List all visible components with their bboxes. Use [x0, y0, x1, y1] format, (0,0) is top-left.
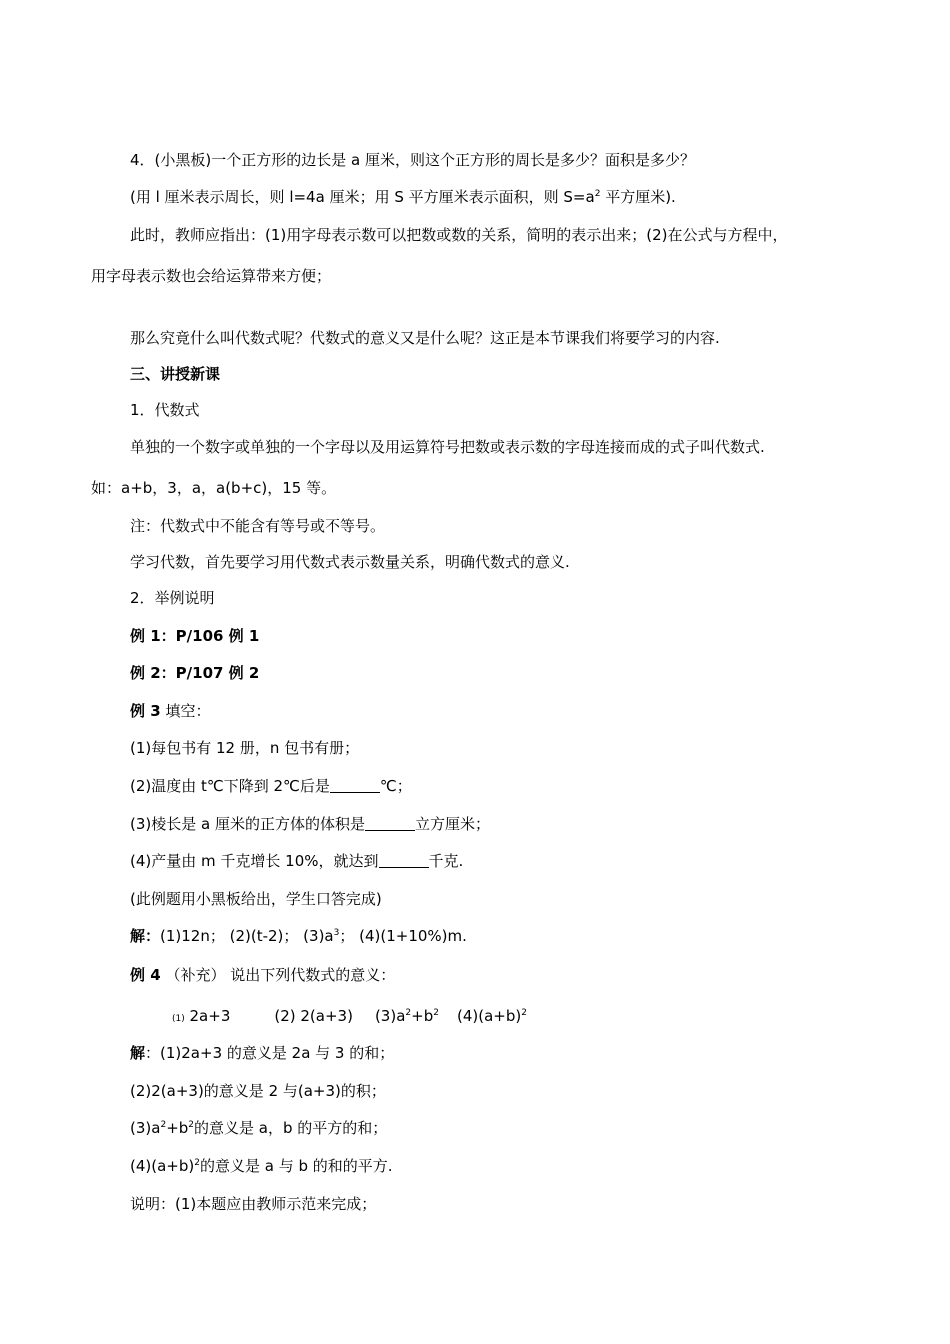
answer-text: (用 l 厘米表示周长，则 l=4a 厘米；用 S 平方厘米表示面积，则 S=a: [130, 188, 595, 206]
expr-4: (4)(a+b): [456, 1007, 522, 1025]
example-1: 例 1：P/106 例 1: [130, 627, 260, 645]
section-heading: 三、讲授新课: [130, 365, 221, 383]
expr-2: (2) 2(a+3): [274, 1007, 353, 1025]
solution-text: 的意义是 a 与 b 的和的平方.: [199, 1157, 393, 1175]
example-4-expressions: [172, 1006, 527, 1029]
example-4-solution-1: [130, 1043, 394, 1063]
fill-text: (4)产量由 m 千克增长 10%，就达到: [130, 852, 379, 870]
question-4: [130, 150, 695, 170]
fill-item-4: [130, 851, 463, 871]
intro-question: 那么究竟什么叫代数式呢？代数式的意义又是什么呢？这正是本节课我们将要学习的内容.: [130, 329, 720, 347]
question-text: (小黑板)一个正方形的边长是 a 厘米，则这个正方形的周长是多少？面积是多少？: [154, 151, 695, 169]
superscript: 2: [405, 1008, 412, 1018]
subsection-heading-2: 2．举例说明: [130, 589, 215, 607]
solution-text-end: ； (4)(1+10%)m.: [339, 927, 467, 945]
example-prompt: （补充） 说出下列代数式的意义：: [160, 966, 396, 984]
superscript: 2: [188, 1120, 195, 1130]
blank-line: [379, 853, 429, 868]
solution-text: +b: [166, 1119, 189, 1137]
fill-item-2: [130, 776, 412, 796]
solution-text: (4)(a+b): [130, 1157, 195, 1175]
example-2: 例 2：P/107 例 2: [130, 664, 260, 682]
examples-line: 如：a+b，3，a，a(b+c)，15 等。: [91, 479, 337, 497]
solution-label: 解：: [130, 927, 161, 945]
question-4-answer: [130, 187, 676, 207]
example-4: [130, 965, 395, 985]
superscript: 2: [160, 1120, 167, 1130]
teacher-point-line-2: 用字母表示数也会给运算带来方便；: [91, 267, 332, 285]
fill-item-3: [130, 814, 490, 834]
example-3: [130, 701, 210, 721]
explanation-line: 说明：(1)本题应由教师示范来完成；: [130, 1195, 377, 1213]
superscript: 2: [594, 189, 601, 199]
question-number: 4．: [130, 151, 155, 169]
fill-item-1: (1)每包书有 12 册，n 包书有册；: [130, 739, 360, 757]
example-4-solution-4: [130, 1156, 393, 1176]
fill-unit: 立方厘米；: [414, 815, 490, 833]
definition-text: 单独的一个数字或单独的一个字母以及用运算符号把数或表示数的字母连接而成的式子叫代数式.: [130, 438, 765, 456]
answer-text-end: 平方厘米).: [600, 188, 676, 206]
subsection-heading-1: 1．代数式: [130, 401, 200, 419]
superscript: 2: [194, 1158, 200, 1168]
expr-3: (3)a: [374, 1007, 406, 1025]
superscript: 3: [333, 928, 340, 938]
example-label: 例 4: [130, 966, 161, 984]
fill-unit: ℃；: [379, 777, 412, 795]
solution-label: 解: [130, 1044, 146, 1062]
teacher-point-line-1: 此时，教师应指出：(1)用字母表示数可以把数或数的关系，简明的表示出来；(2)在公式与方程中，: [130, 226, 788, 244]
example-4-solution-2: (2)2(a+3)的意义是 2 与(a+3)的积；: [130, 1082, 386, 1100]
solution-text: (1)12n； (2)(t-2)； (3)a: [160, 927, 334, 945]
example-3-solution: [130, 926, 467, 946]
superscript: 2: [521, 1008, 527, 1018]
fill-text: (3)棱长是 a 厘米的正方体的体积是: [130, 815, 365, 833]
fill-text: (2)温度由 t℃下降到 2℃后是: [130, 777, 330, 795]
superscript: 2: [433, 1008, 439, 1018]
blank-line: [330, 778, 380, 793]
expr-3-rest: +b: [411, 1007, 434, 1025]
example-4-solution-3: [130, 1118, 387, 1138]
example-3-note: (此例题用小黑板给出，学生口答完成): [130, 890, 382, 908]
example-label: 例 3: [130, 702, 161, 720]
study-line: 学习代数，首先要学习用代数式表示数量关系，明确代数式的意义.: [130, 553, 570, 571]
expr-number: (1): [172, 1014, 185, 1024]
example-prompt: 填空：: [160, 702, 211, 720]
solution-text: (3)a: [130, 1119, 161, 1137]
solution-text: ：(1)2a+3 的意义是 2a 与 3 的和；: [145, 1044, 395, 1062]
note-line: 注：代数式中不能含有等号或不等号。: [130, 517, 386, 535]
blank-line: [365, 816, 415, 831]
fill-unit: 千克.: [428, 852, 464, 870]
expr-1: 2a+3: [184, 1007, 231, 1025]
solution-text: 的意义是 a，b 的平方的和；: [194, 1119, 388, 1137]
